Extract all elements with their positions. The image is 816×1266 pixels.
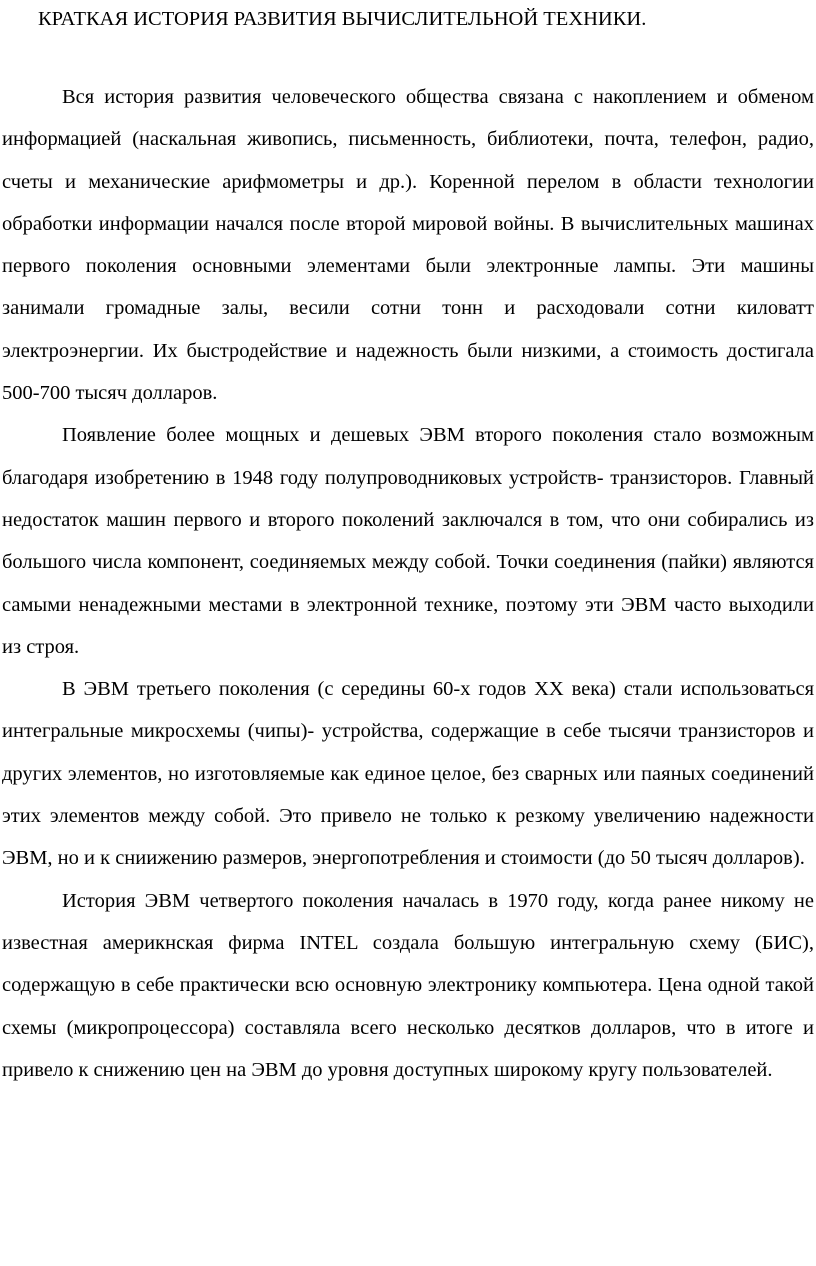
document-body	[2, 76, 814, 1091]
paragraph-fourth-generation: История ЭВМ четвертого поколения началась в 1970 году, когда ранее никому не известная америкнская фирма INTEL создала большую интегральную схему (БИС), содержащую в себе практически всю основную электронику компьютера. Цена одной такой схемы (микропроцессора) составляла всего несколько десятков долларов, что в итоге и привело к снижению цен на ЭВМ до уровня доступных широкому кругу пользователей.	[2, 889, 814, 1081]
document-title: КРАТКАЯ ИСТОРИЯ РАЗВИТИЯ ВЫЧИСЛИТЕЛЬНОЙ ТЕХНИКИ.	[38, 8, 647, 30]
paragraph-first-generation: Вся история развития человеческого общества связана с накоплением и обменом информацией (наскальная живопись, письменность, библиотеки, почта, телефон, радио, счеты и механические арифмометры и др.). Коренной перелом в области технологии обработки информации начался после второй мировой войны. В вычислительных машинах первого поколения основными элементами были электронные лампы. Эти машины занимали громадные залы, весили сотни тонн и расходовали сотни киловатт электроэнергии. Их быстродействие и надежность были низкими, а стоимость достигала 500-700 тысяч долларов.	[2, 86, 814, 405]
paragraph-third-generation: В ЭВМ третьего поколения (с середины 60-х годов XX века) стали использоваться интегральные микросхемы (чипы)- устройства, содержащие в себе тысячи транзисторов и других элементов, но изготовляемые как единое целое, без сварных или паяных соединений этих элементов между собой. Это привело не только к резкому увеличению надежности ЭВМ, но и к сниижению размеров, энергопотребления и стоимости (до 50 тысяч долларов).	[2, 678, 814, 870]
paragraph-second-generation: Появление более мощных и дешевых ЭВМ второго поколения стало возможным благодаря изобретению в 1948 году полупроводниковых устройств- транзисторов. Главный недостаток машин первого и второго поколений заключался в том, что они собирались из большого числа компонент, соединяемых между собой. Точки соединения (пайки) являются самыми ненадежными местами в электронной технике, поэтому эти ЭВМ часто выходили из строя.	[2, 424, 814, 658]
